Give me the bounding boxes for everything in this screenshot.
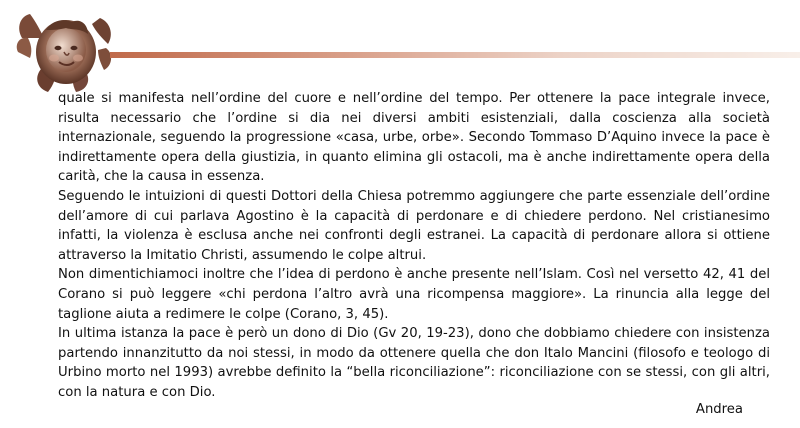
body-paragraph: quale si manifesta nell’ordine del cuore e nell’ordine del tempo. Per ottenere la pace integrale invece, risulta necessario che l’ordine si dia nei diversi ambiti esistenziali, dalla coscienza alla società internazionale, seguendo la progressione «casa, urbe, orbe». Secondo Tommaso D’Aquino invece la pace è indirettamente opera della giustizia, in quanto elimina gli ostacoli, ma è anche indirettamente opera della carità, che la causa in essenza. [58,91,770,185]
body-paragraph: Seguendo le intuizioni di questi Dottori della Chiesa potremmo aggiungere che parte essenziale dell’ordine dell’amore di cui parlava Agostino è la capacità di perdonare e di chiedere perdono. Nel cristianesimo infatti, la violenza è esclusa anche nei confronti degli estranei. La capacità di perdonare allora si ottiene attraverso la Imitatio Christi, assumendo le colpe altrui. [58,188,770,263]
body-paragraph: Non dimentichiamoci inoltre che l’idea di perdono è anche presente nell’Islam. Così nel versetto 42, 41 del Corano si può leggere «chi perdona l’altro avrà una ricompensa maggiore». La rinuncia alla legge del taglione aiuta a redimere le colpe (Corano, 3, 45). [58,267,770,322]
header-divider [110,52,800,58]
article-body [58,89,770,403]
author-signature: Andrea [695,402,743,417]
body-paragraph: In ultima istanza la pace è però un dono di Dio (Gv 20, 19-23), dono che dobbiamo chiedere con insistenza partendo innanzitutto da noi stessi, in modo da ottenere quella che don Italo Mancini (filosofo e teologo di Urbino morto nel 1993) avrebbe definito la “bella riconciliazione”: riconciliazione con se stessi, con gli altri, con la natura e con Dio. [58,326,770,400]
cherub-relief-image [14,8,116,94]
